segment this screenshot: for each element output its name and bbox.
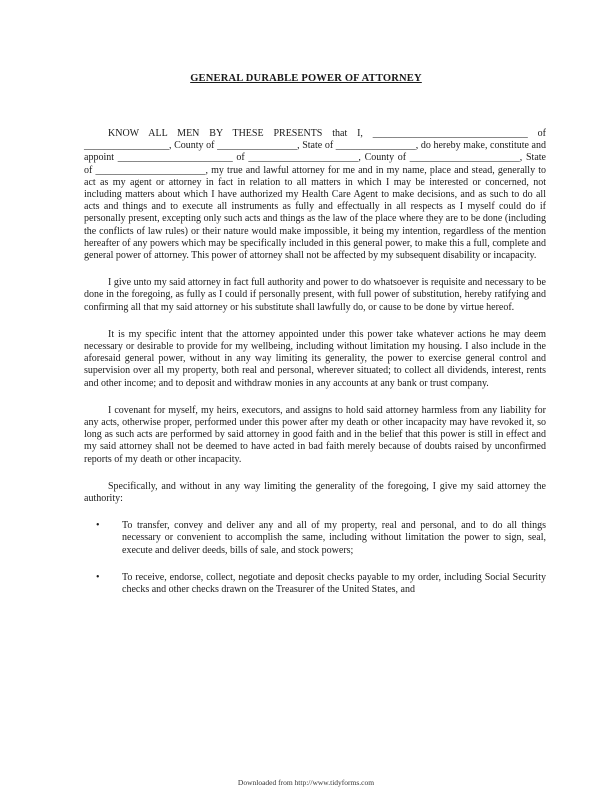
list-item: [96, 520, 546, 557]
document-body: [84, 128, 546, 611]
authority-list: [84, 520, 546, 596]
paragraph-specific-authority: Specifically, and without in any way limiting the generality of the foregoing, I give my said attorney the authority:: [84, 480, 546, 505]
list-item-text: To transfer, convey and deliver any and all of my property, real and personal, and to do all things necessary or convenient to accomplish the same, including without limitation the power to sign, seal, execute and deliver deeds, bills of sale, and stock powers;: [122, 520, 546, 556]
download-footer: Downloaded from http://www.tidyforms.com: [237, 778, 375, 787]
bullet-icon: •: [96, 520, 100, 532]
paragraph-authority: I give unto my said attorney in fact full authority and power to do whatsoever is requisite and necessary to be done in the foregoing, as fully as I could if personally present, with full power of substitution, hereby ratifying and confirming all that my said attorney or his substitute shall lawfully do, or cause to be done by virtue hereof.: [84, 277, 546, 313]
bullet-icon: •: [96, 571, 100, 583]
paragraph-intent: It is my specific intent that the attorney appointed under this power take whatever actions he may deem necessary or desirable to provide for my wellbeing, including without limitation my housing. I also include in the aforesaid general power, without in any way limiting its generality, the power to exercise general control and supervision over all my property, both real and personal, wherever situated; to collect all dividends, interest, rents and other income; and to deposit and withdraw monies in any accounts at any bank or trust company.: [84, 328, 546, 389]
paragraph-appointment: KNOW ALL MEN BY THESE PRESENTS that I, _______________________________ of _________________, County of ________________, State of ________________, do hereby make, constitute and appoint _______________________ of ______________________, County of ______________________, State of ______________________, my true and lawful attorney for me and in my name, place and stead, generally to act as my agent or attorney in fact in relation to all matters in which I may be interested or concerned, not including matters about which I have authorized my Health Care Agent to make decisions, and as such to do all acts and things and to execute all instruments as fully and effectually in all respects as I myself could do if personally present, excepting only such acts and things as the law of the place where they are to be done (including the conflicts of law rules) or their nature would make impossible, it being my intention, regardless of the mention hereafter of any powers which may be specifically included in this general power, to make this a full, complete and general power of attorney. This power of attorney shall not be affected by my subsequent disability or incapacity.: [84, 128, 546, 262]
paragraph-covenant: I covenant for myself, my heirs, executors, and assigns to hold said attorney harmless from any liability for any acts, otherwise proper, performed under this power after my death or other incapacity may have revoked it, so long as such acts are performed by said attorney in good faith and in the belief that this power is still in effect and my said attorney shall not be deemed to have acted in bad faith merely because of doubts raised by unconfirmed reports of my death or other incapacity.: [84, 404, 546, 465]
list-item: [96, 572, 546, 596]
list-item-text: To receive, endorse, collect, negotiate and deposit checks payable to my order, including Social Security checks and other checks drawn on the Treasurer of the United States, and: [122, 571, 546, 596]
document-title: GENERAL DURABLE POWER OF ATTORNEY: [190, 73, 422, 84]
